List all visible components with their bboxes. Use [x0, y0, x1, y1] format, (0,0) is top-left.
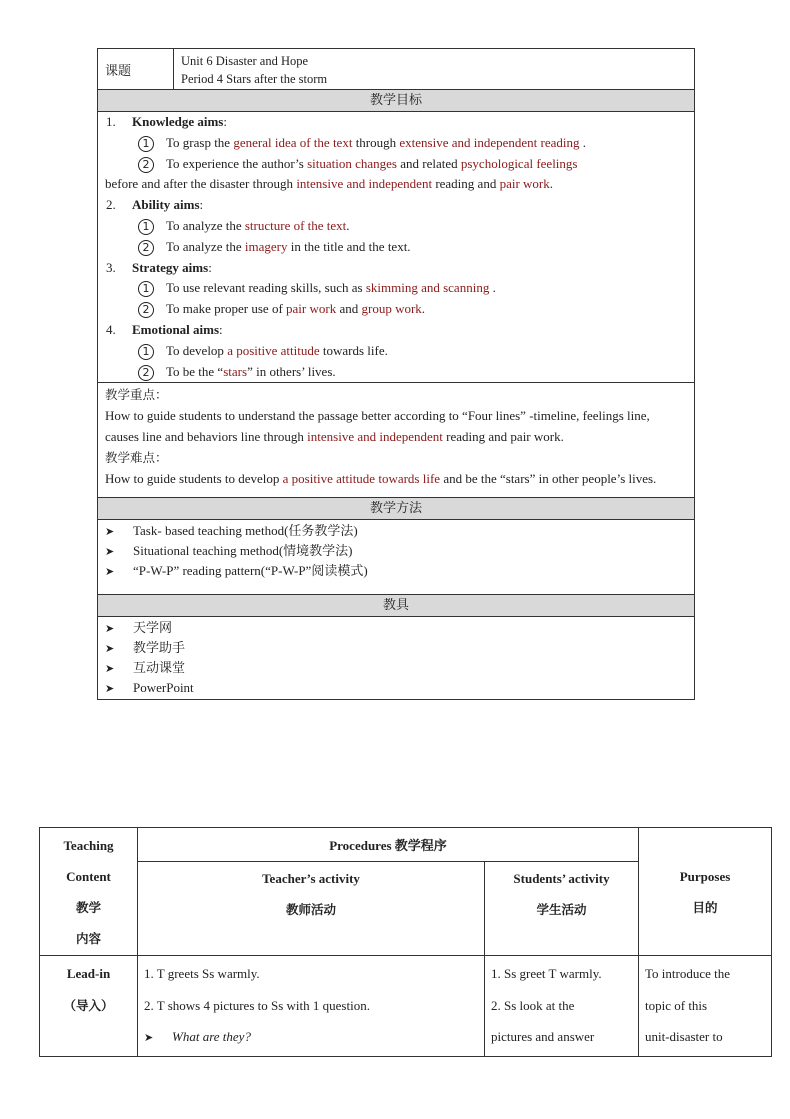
text-run: through	[352, 134, 400, 150]
teacher-cn: 教师活动	[285, 901, 336, 917]
aim-item	[105, 216, 688, 237]
list-item-label: “P-W-P” reading pattern(“P-W-P”阅读模式)	[133, 563, 368, 579]
list-item	[105, 521, 687, 541]
highlight-text: psychological feelings	[460, 155, 578, 171]
lesson-plan-table	[97, 48, 695, 700]
aim-item	[105, 154, 688, 175]
content-header-line: 教学	[75, 900, 101, 915]
text-run: .	[549, 176, 554, 192]
arrow-bullet-icon: ➤	[105, 565, 115, 579]
text-run: How to guide students to develop	[105, 470, 283, 486]
aim-item	[105, 133, 688, 154]
highlight-text: and independent reading	[451, 134, 580, 150]
procedures-header: Procedures 教学程序	[138, 828, 639, 862]
purposes-header	[639, 828, 772, 956]
text-run: and	[336, 301, 362, 317]
tools-header: 教具	[98, 594, 694, 616]
highlight-text: pair work	[499, 176, 550, 192]
text-run: and related	[396, 155, 461, 171]
aim-item	[105, 237, 688, 258]
purposes-cn: 目的	[692, 899, 718, 915]
aim-item	[105, 299, 688, 320]
list-item	[105, 541, 687, 561]
purposes-cell	[639, 956, 772, 1057]
highlight-text: structure of the text	[244, 217, 347, 233]
aim-item	[105, 341, 688, 362]
text-run: To make proper use of	[166, 301, 287, 317]
aim-heading: 1. Knowledge aims:	[105, 112, 688, 133]
key-point-label: 教学重点：	[105, 387, 168, 403]
students-activity-header	[485, 861, 639, 955]
objectives-body	[98, 111, 694, 382]
unit-title: Unit 6 Disaster and Hope	[181, 54, 309, 68]
highlight-text: intensive	[307, 428, 355, 444]
aim-number: 1.	[106, 114, 116, 129]
difficulty-label: 教学难点：	[105, 449, 168, 465]
highlight-text: situation changes	[307, 155, 397, 171]
text-run: reading and	[432, 176, 500, 192]
aim-title: Ability aims	[132, 197, 200, 213]
circled-number-icon: 2	[138, 157, 154, 173]
circled-number-icon: 1	[138, 219, 154, 235]
lead-in-label: Lead-in	[66, 966, 111, 981]
teacher-activity-cell	[138, 956, 485, 1057]
text-run: To be the “	[166, 363, 224, 379]
students-activity-cell	[485, 956, 639, 1057]
teacher-question	[144, 1021, 478, 1054]
period-title: Period 4 Stars after the storm	[181, 72, 328, 86]
lead-in-cell	[40, 956, 138, 1057]
list-item-label: 互动课堂	[133, 660, 186, 676]
text-run: To use relevant reading skills, such as	[166, 280, 366, 296]
arrow-bullet-icon: ➤	[105, 525, 115, 539]
key-point-text	[105, 406, 680, 448]
highlight-text: group work	[361, 301, 422, 317]
arrow-bullet-icon: ➤	[105, 545, 115, 559]
topic-row	[98, 49, 694, 89]
tools-list	[98, 616, 694, 699]
content-header-line: Content	[66, 869, 111, 884]
list-item-label: Task- based teaching method(任务教学法)	[133, 523, 358, 539]
students-step: 2. Ss look at the	[491, 997, 575, 1013]
highlight-text: imagery	[244, 238, 288, 254]
teacher-title: Teacher’s activity	[262, 870, 360, 886]
arrow-bullet-icon: ➤	[144, 1031, 154, 1044]
purpose-line: topic of this	[645, 997, 708, 1013]
aim-number: 3.	[106, 259, 116, 275]
text-run: reading and pair work.	[442, 428, 564, 444]
arrow-bullet-icon: ➤	[105, 682, 115, 696]
text-run: .	[421, 301, 426, 317]
highlight-text: a positive attitude	[227, 342, 320, 358]
purposes-title: Purposes	[679, 868, 731, 884]
methods-header: 教学方法	[98, 497, 694, 519]
text-run: .	[346, 217, 350, 233]
circled-number-icon: 2	[138, 302, 154, 318]
circled-number-icon: 2	[138, 240, 154, 256]
highlight-text: general idea of the text	[233, 134, 353, 150]
question-text: What are they?	[172, 1029, 251, 1044]
list-item-label: Situational teaching method(情境教学法)	[133, 543, 353, 559]
topic-label: 课题	[98, 49, 174, 89]
objectives-header: 教学目标	[98, 89, 694, 111]
arrow-bullet-icon: ➤	[105, 622, 115, 636]
aim-item	[105, 362, 688, 383]
aim-number: 2.	[106, 197, 116, 213]
list-item-label: 天学网	[133, 620, 173, 636]
topic-value	[174, 49, 327, 89]
aim-item	[105, 278, 688, 299]
text-run: To experience the author’s	[166, 155, 308, 171]
highlight-text: skimming and scanning	[365, 280, 490, 296]
highlight-text: stars	[223, 363, 248, 379]
circled-number-icon: 1	[138, 344, 154, 360]
students-title: Students’ activity	[513, 870, 610, 886]
difficulty-text	[105, 469, 680, 490]
students-cn: 学生活动	[536, 901, 587, 917]
highlight-text: pair work	[286, 301, 337, 317]
highlight-text: extensive	[399, 134, 449, 150]
methods-list	[98, 519, 694, 594]
highlight-text: and independent	[357, 428, 443, 444]
highlight-text: intensive	[296, 176, 344, 192]
text-run: .	[579, 134, 587, 150]
highlight-text: and independent	[346, 176, 433, 192]
list-item	[105, 638, 687, 658]
students-step: 1. Ss greet T warmly.	[491, 966, 602, 981]
aim-title: Knowledge aims	[132, 114, 224, 129]
arrow-bullet-icon: ➤	[105, 662, 115, 676]
text-run: in the title and the text.	[287, 238, 411, 254]
students-step: pictures and answer	[491, 1029, 595, 1044]
lead-in-cn: （导入）	[63, 997, 114, 1013]
circled-number-icon: 1	[138, 281, 154, 297]
list-item	[105, 561, 687, 581]
text-run: before and after the disaster through	[105, 176, 297, 192]
text-run: To analyze the	[166, 217, 245, 233]
text-run: towards life.	[319, 342, 388, 358]
purpose-line: To introduce the	[645, 966, 731, 981]
focus-section	[98, 382, 694, 497]
content-header-line: Teaching	[63, 838, 114, 853]
circled-number-icon: 2	[138, 365, 154, 381]
list-item	[105, 618, 687, 638]
aim-title: Emotional aims	[132, 321, 220, 337]
highlight-text: a positive attitude towards life	[282, 470, 441, 486]
text-run: .	[489, 280, 496, 296]
text-run: How to guide students to understand the passage better according to “Four lines” -timeline, feelings line, causes line and behaviors line through	[105, 408, 650, 444]
purpose-line: unit-disaster to	[645, 1029, 723, 1044]
aim-heading: 4. Emotional aims:	[105, 320, 688, 341]
list-item-label: 教学助手	[133, 640, 186, 656]
content-header	[40, 828, 138, 956]
procedures-table	[39, 827, 772, 1057]
aim-heading: 3. Strategy aims:	[105, 258, 688, 279]
text-run: and be the “stars” in other people’s lives.	[440, 470, 657, 486]
aim-heading: 2. Ability aims:	[105, 195, 688, 216]
teacher-activity-header	[138, 861, 485, 955]
aim-number: 4.	[106, 321, 116, 337]
aim-title: Strategy aims	[132, 259, 209, 275]
list-item	[105, 658, 687, 678]
text-run: ” in others’ lives.	[247, 363, 336, 379]
teacher-step: 2. T shows 4 pictures to Ss with 1 question.	[144, 997, 370, 1013]
aim-item	[105, 174, 688, 195]
text-run: To develop	[166, 342, 228, 358]
circled-number-icon: 1	[138, 136, 154, 152]
text-run: To analyze the	[166, 238, 245, 254]
list-item	[105, 678, 687, 698]
list-item-label: PowerPoint	[133, 680, 194, 696]
text-run: To grasp the	[166, 134, 234, 150]
arrow-bullet-icon: ➤	[105, 642, 115, 656]
content-header-line: 内容	[75, 931, 101, 946]
teacher-step: 1. T greets Ss warmly.	[144, 966, 260, 981]
